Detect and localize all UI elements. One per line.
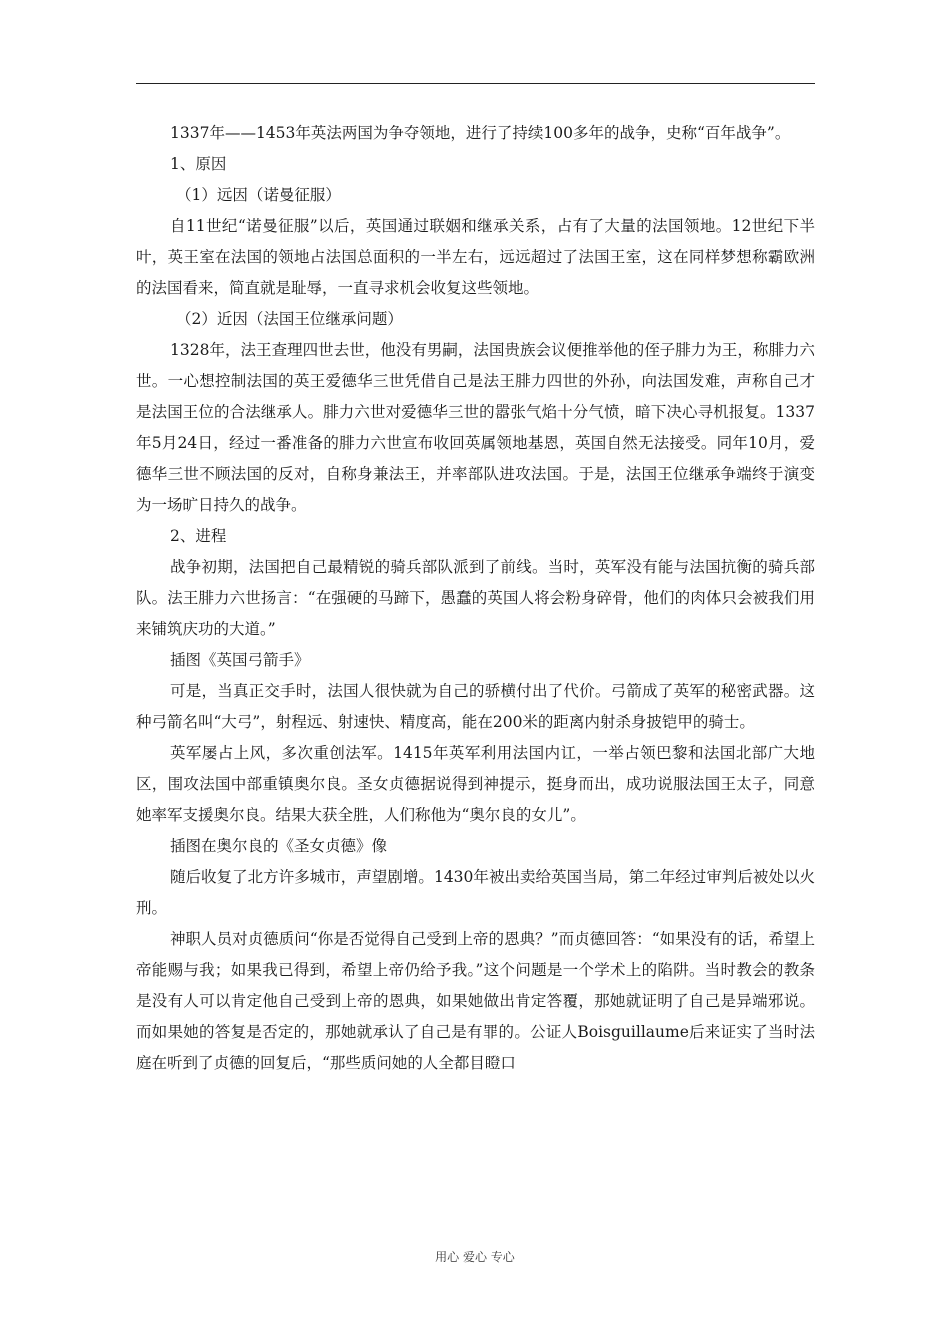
paragraph-longbow: 可是，当真正交手时，法国人很快就为自己的骄横付出了代价。弓箭成了英军的秘密武器。这种弓箭名叫“大弓”，射程远、射速快、精度高，能在200米的距离内射杀身披铠甲的骑士。 [136, 682, 815, 731]
paragraph-orleans: 英军屡占上风，多次重创法军。1415年英军利用法国内讧，一举占领巴黎和法国北部广大地区，围攻法国中部重镇奥尔良。圣女贞德据说得到神提示，挺身而出，成功说服法国王太子，同意她率军支援奥尔良。结果大获全胜，人们称他为“奥尔良的女儿”。 [136, 744, 815, 824]
illustration-caption-archers: 插图《英国弓箭手》 [170, 651, 310, 669]
section-heading-causes: 1、原因 [170, 155, 227, 173]
paragraph-early-war: 战争初期，法国把自己最精锐的骑兵部队派到了前线。当时，英军没有能与法国抗衡的骑兵部队。法王腓力六世扬言：“在强硬的马蹄下，愚蠢的英国人将会粉身碎骨，他们的肉体只会被我们用来铺筑庆功的大道。” [136, 558, 815, 638]
subheading-immediate-cause: （2）近因（法国王位继承问题） [176, 310, 403, 328]
paragraph-joan-fate: 随后收复了北方许多城市，声望剧增。1430年被出卖给英国当局，第二年经过审判后被处以火刑。 [136, 868, 815, 917]
intro-paragraph: 1337年——1453年英法两国为争夺领地，进行了持续100多年的战争，史称“百年战争”。 [170, 124, 791, 142]
header-rule [136, 83, 815, 84]
subheading-remote-cause: （1）远因（诺曼征服） [176, 186, 341, 204]
paragraph-remote-cause: 自11世纪“诺曼征服”以后，英国通过联姻和继承关系，占有了大量的法国领地。12世纪下半叶，英王室在法国的领地占法国总面积的一半左右，远远超过了法国王室，这在同样梦想称霸欧洲的法国看来，简直就是耻辱，一直寻求机会收复这些领地。 [136, 217, 815, 297]
paragraph-immediate-cause: 1328年，法王查理四世去世，他没有男嗣，法国贵族会议便推举他的侄子腓力为王，称腓力六世。一心想控制法国的英王爱德华三世凭借自己是法王腓力四世的外孙，向法国发难，声称自己才是法国王位的合法继承人。腓力六世对爱德华三世的嚣张气焰十分气愤，暗下决心寻机报复。1337年5月24日，经过一番准备的腓力六世宣布收回英属领地基恩，英国自然无法接受。同年10月，爱德华三世不顾法国的反对，自称身兼法王，并率部队进攻法国。于是，法国王位继承争端终于演变为一场旷日持久的战争。 [136, 341, 815, 514]
page-footer: 用心 爱心 专心 [435, 1250, 515, 1264]
illustration-caption-joan: 插图在奥尔良的《圣女贞德》像 [170, 837, 388, 855]
section-heading-progress: 2、进程 [170, 527, 227, 545]
paragraph-trial: 神职人员对贞德质问“你是否觉得自己受到上帝的恩典？”而贞德回答：“如果没有的话，希望上帝能赐与我；如果我已得到，希望上帝仍给予我。”这个问题是一个学术上的陷阱。当时教会的教条是没有人可以肯定他自己受到上帝的恩典，如果她做出肯定答覆，那她就证明了自己是异端邪说。而如果她的答复是否定的，那她就承认了自己是有罪的。公证人Boisguillaume后来证实了当时法庭在听到了贞德的回复后，“那些质问她的人全都目瞪口 [136, 930, 815, 1072]
document-body [136, 118, 815, 1079]
